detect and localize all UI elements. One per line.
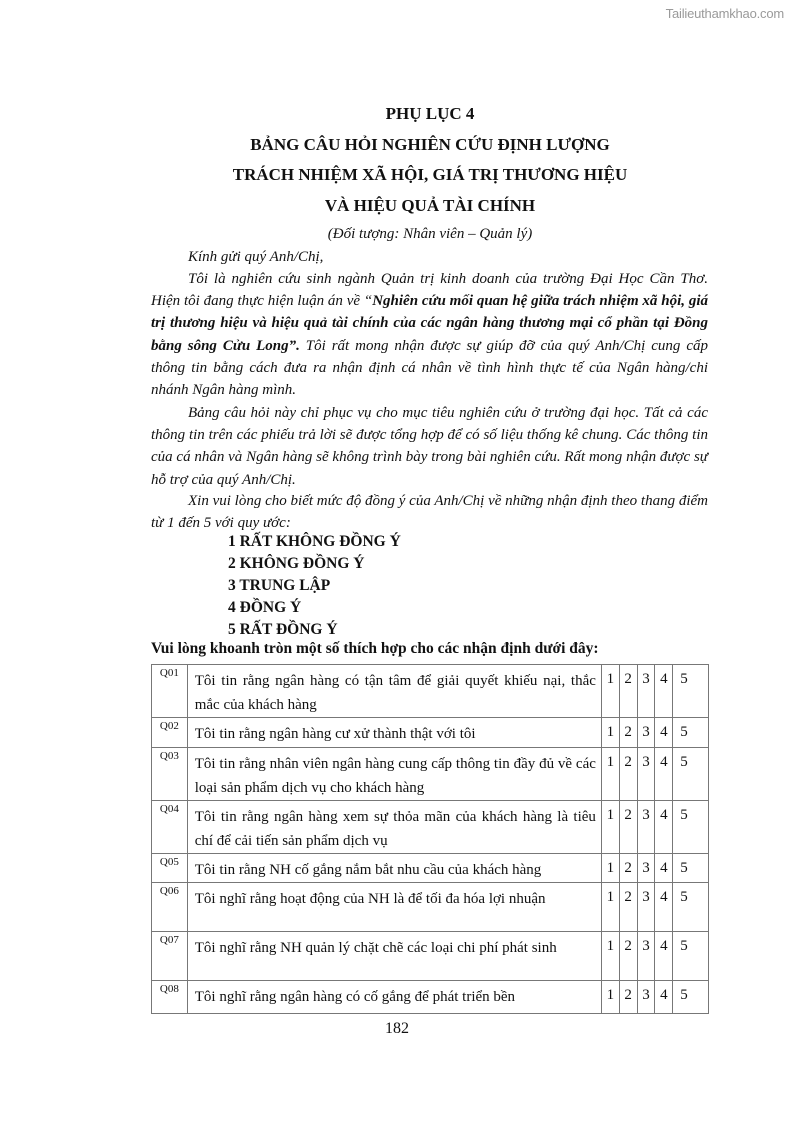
rating-option-3[interactable]: 3 <box>637 748 655 801</box>
question-text: Tôi tin rằng ngân hàng cư xử thành thật với tôi <box>187 718 601 748</box>
rating-option-1[interactable]: 1 <box>601 801 619 854</box>
thesis-title: Nghiên cứu mối quan hệ giữa trách nhiệm xã hội, giá trị thương hiệu và hiệu quả tài chính của các ngân hàng thương mại cổ phần tại Đồng bằng sông Cửu Long”. <box>151 293 708 354</box>
intro-paragraph-2 <box>151 402 708 491</box>
questionnaire-table <box>151 664 709 1014</box>
rating-option-1[interactable]: 1 <box>601 932 619 981</box>
rating-option-4[interactable]: 4 <box>655 801 673 854</box>
question-id: Q04 <box>152 801 188 854</box>
rating-option-3[interactable]: 3 <box>637 932 655 981</box>
heading-line-1: BẢNG CÂU HỎI NGHIÊN CỨU ĐỊNH LƯỢNG <box>250 135 610 154</box>
table-row <box>152 981 709 1014</box>
p3-text: Xin vui lòng cho biết mức độ đồng ý của Anh/Chị về những nhận định theo thang điểm từ 1 đến 5 với quy ước: <box>151 493 708 532</box>
rating-option-2[interactable]: 2 <box>619 665 637 718</box>
audience-note: (Đối tượng: Nhân viên – Quản lý) <box>327 226 533 242</box>
rating-option-4[interactable]: 4 <box>655 981 673 1014</box>
table-row <box>152 854 709 883</box>
watermark: Tailieuthamkhao.com <box>665 6 784 21</box>
question-text: Tôi tin rằng ngân hàng xem sự thỏa mãn của khách hàng là tiêu chí để cải tiến sản phẩm dịch vụ <box>187 801 601 854</box>
question-id: Q08 <box>152 981 188 1014</box>
rating-option-5[interactable]: 5 <box>673 854 709 883</box>
table-row <box>152 665 709 718</box>
rating-option-3[interactable]: 3 <box>637 801 655 854</box>
scale-item-5: 5 RẤT ĐỒNG Ý <box>228 621 338 638</box>
rating-option-4[interactable]: 4 <box>655 718 673 748</box>
table-row <box>152 932 709 981</box>
rating-option-2[interactable]: 2 <box>619 981 637 1014</box>
rating-option-2[interactable]: 2 <box>619 854 637 883</box>
rating-option-4[interactable]: 4 <box>655 932 673 981</box>
question-text: Tôi tin rằng NH cố gắng nắm bắt nhu cầu của khách hàng <box>187 854 601 883</box>
rating-option-2[interactable]: 2 <box>619 718 637 748</box>
table-row <box>152 718 709 748</box>
heading-line-3: VÀ HIỆU QUẢ TÀI CHÍNH <box>324 196 536 215</box>
question-text: Tôi nghĩ rằng ngân hàng có cố gắng để phát triển bền <box>187 981 601 1014</box>
rating-option-5[interactable]: 5 <box>673 718 709 748</box>
rating-option-5[interactable]: 5 <box>673 748 709 801</box>
rating-option-5[interactable]: 5 <box>673 981 709 1014</box>
rating-option-4[interactable]: 4 <box>655 883 673 932</box>
appendix-title: PHỤ LỤC 4 <box>385 104 475 123</box>
question-id: Q07 <box>152 932 188 981</box>
rating-option-3[interactable]: 3 <box>637 718 655 748</box>
scale-item-1: 1 RẤT KHÔNG ĐỒNG Ý <box>228 533 401 550</box>
rating-option-2[interactable]: 2 <box>619 801 637 854</box>
intro-greeting <box>151 246 708 268</box>
p2-text: Bảng câu hỏi này chỉ phục vụ cho mục tiêu nghiên cứu ở trường đại học. Tất cả các thông tin trên các phiếu trả lời sẽ được tổng hợp để có số liệu thống kê chung. Các thông tin của cá nhân và Ngân hàng sẽ không trình bày trong bài nghiên cứu. Rất mong nhận được sự hỗ trợ của quý Anh/Chị. <box>151 405 708 488</box>
question-text: Tôi nghĩ rằng NH quản lý chặt chẽ các loại chi phí phát sinh <box>187 932 601 981</box>
rating-option-1[interactable]: 1 <box>601 854 619 883</box>
p1-end: Tôi rất mong nhận được sự giúp đỡ của quý Anh/Chị cung cấp thông tin bằng cách đưa ra nhận định cá nhân về tình hình thực tế của Ngân hàng/chi nhánh Ngân hàng mình. <box>151 337 708 399</box>
table-row <box>152 748 709 801</box>
p1-start: Tôi là nghiên cứu sinh ngành Quản trị kinh doanh của trường Đại Học Cần Thơ. Hiện tôi đang thực hiện luận án về “ <box>151 271 708 310</box>
rating-option-3[interactable]: 3 <box>637 665 655 718</box>
rating-option-1[interactable]: 1 <box>601 981 619 1014</box>
instruction: Vui lòng khoanh tròn một số thích hợp cho các nhận định dưới đây: <box>151 640 599 657</box>
question-text: Tôi tin rằng ngân hàng có tận tâm để giải quyết khiếu nại, thắc mắc của khách hàng <box>187 665 601 718</box>
scale-item-2: 2 KHÔNG ĐỒNG Ý <box>228 555 365 572</box>
rating-option-1[interactable]: 1 <box>601 665 619 718</box>
table-row <box>152 801 709 854</box>
scale-item-4: 4 ĐỒNG Ý <box>228 599 302 616</box>
rating-option-3[interactable]: 3 <box>637 854 655 883</box>
rating-option-4[interactable]: 4 <box>655 665 673 718</box>
rating-option-4[interactable]: 4 <box>655 748 673 801</box>
rating-option-3[interactable]: 3 <box>637 883 655 932</box>
greeting-text: Kính gửi quý Anh/Chị, <box>188 249 324 265</box>
rating-option-5[interactable]: 5 <box>673 883 709 932</box>
rating-option-5[interactable]: 5 <box>673 665 709 718</box>
question-id: Q03 <box>152 748 188 801</box>
rating-option-2[interactable]: 2 <box>619 748 637 801</box>
question-text: Tôi nghĩ rằng hoạt động của NH là để tối đa hóa lợi nhuận <box>187 883 601 932</box>
question-id: Q02 <box>152 718 188 748</box>
rating-option-1[interactable]: 1 <box>601 718 619 748</box>
question-id: Q05 <box>152 854 188 883</box>
rating-option-1[interactable]: 1 <box>601 748 619 801</box>
question-text: Tôi tin rằng nhân viên ngân hàng cung cấp thông tin đầy đủ về các loại sản phẩm dịch vụ cho khách hàng <box>187 748 601 801</box>
table-row <box>152 883 709 932</box>
heading-line-2: TRÁCH NHIỆM XÃ HỘI, GIÁ TRỊ THƯƠNG HIỆU <box>232 165 628 184</box>
rating-option-5[interactable]: 5 <box>673 932 709 981</box>
question-id: Q01 <box>152 665 188 718</box>
intro-paragraph-3 <box>151 490 708 534</box>
rating-option-3[interactable]: 3 <box>637 981 655 1014</box>
rating-option-5[interactable]: 5 <box>673 801 709 854</box>
intro-paragraph-1 <box>151 268 708 401</box>
rating-option-1[interactable]: 1 <box>601 883 619 932</box>
page-number: 182 <box>385 1020 409 1037</box>
question-id: Q06 <box>152 883 188 932</box>
scale-item-3: 3 TRUNG LẬP <box>228 577 331 594</box>
rating-option-2[interactable]: 2 <box>619 932 637 981</box>
rating-option-2[interactable]: 2 <box>619 883 637 932</box>
rating-option-4[interactable]: 4 <box>655 854 673 883</box>
